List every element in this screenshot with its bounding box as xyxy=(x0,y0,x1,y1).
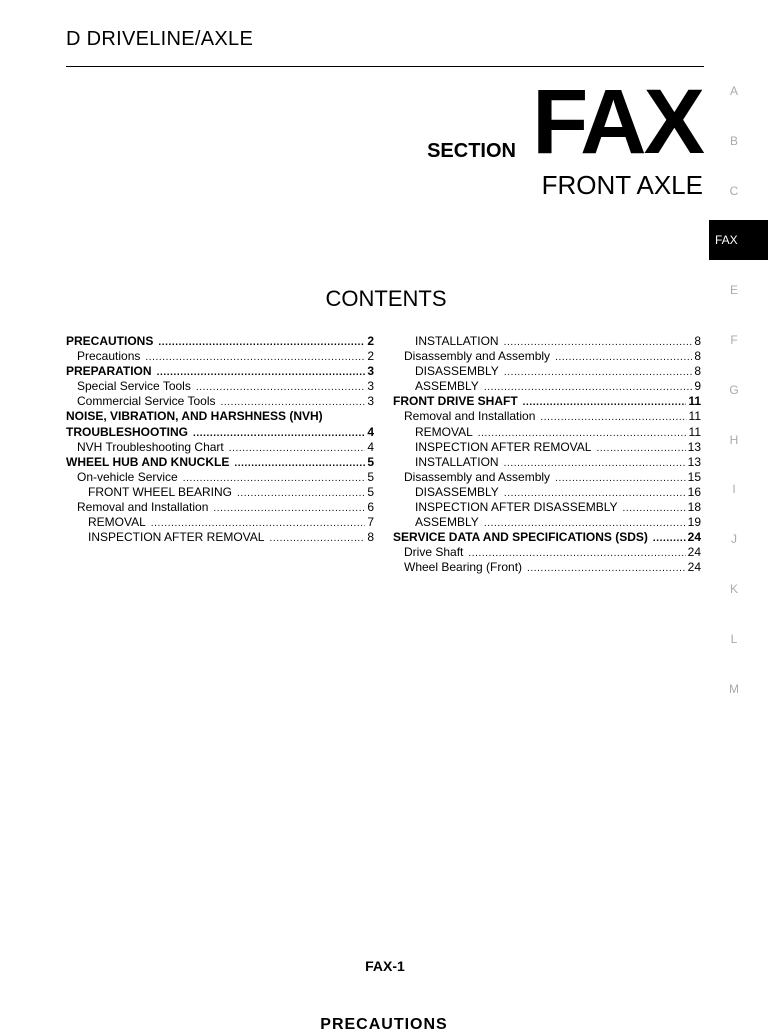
toc-leader-dots xyxy=(540,410,686,425)
toc-leader-dots xyxy=(145,350,365,365)
toc-entry-page: 2 xyxy=(367,334,374,348)
toc-entry-page: 11 xyxy=(688,394,701,409)
toc-entry[interactable] xyxy=(66,470,374,485)
toc-entry-page: 8 xyxy=(694,364,701,379)
toc-leader-dots xyxy=(234,456,365,471)
tab-b[interactable]: B xyxy=(729,133,738,148)
toc-leader-dots xyxy=(527,561,686,576)
toc-entry[interactable] xyxy=(393,455,701,470)
toc-entry-page: 13 xyxy=(687,454,701,469)
toc-entry-title: Drive Shaft xyxy=(404,545,464,560)
toc-entry-page: 15 xyxy=(687,469,701,484)
toc-entry-page: 3 xyxy=(367,379,374,394)
toc-entry-title: INSTALLATION xyxy=(415,334,499,348)
toc-entry-page: 8 xyxy=(367,530,374,545)
toc-entry[interactable] xyxy=(66,349,374,364)
toc-left-column xyxy=(66,334,374,545)
toc-entry-page: 7 xyxy=(367,515,374,530)
toc-leader-dots xyxy=(623,501,686,516)
header-divider xyxy=(66,66,704,67)
toc-entry-page: 24 xyxy=(687,545,701,560)
toc-entry[interactable] xyxy=(66,334,374,349)
toc-entry[interactable] xyxy=(393,545,701,560)
toc-entry-title: NOISE, VIBRATION, AND HARSHNESS (NVH) xyxy=(66,409,323,424)
toc-leader-dots xyxy=(237,486,365,501)
section-code: FAX xyxy=(532,71,702,173)
toc-leader-dots xyxy=(596,441,685,456)
toc-leader-dots xyxy=(213,501,365,516)
toc-entry[interactable] xyxy=(393,409,701,424)
toc-entry[interactable] xyxy=(66,530,374,545)
toc-entry[interactable] xyxy=(393,530,701,545)
toc-entry-title: On-vehicle Service xyxy=(77,469,178,484)
toc-entry-page: 18 xyxy=(687,500,701,515)
toc-leader-dots xyxy=(653,531,686,546)
toc-entry[interactable] xyxy=(66,455,374,470)
toc-entry-page: 4 xyxy=(367,439,374,454)
toc-entry[interactable] xyxy=(393,485,701,500)
toc-entry[interactable] xyxy=(66,425,374,440)
toc-entry-page: 16 xyxy=(687,484,701,499)
toc-entry-title: ASSEMBLY xyxy=(415,379,479,394)
toc-entry-title: Removal and Installation xyxy=(404,409,536,424)
toc-entry[interactable] xyxy=(393,560,701,575)
toc-leader-dots xyxy=(193,426,365,441)
toc-leader-dots xyxy=(221,395,366,410)
toc-entry-title: INSTALLATION xyxy=(415,454,499,469)
tab-l[interactable]: L xyxy=(730,631,738,646)
toc-leader-dots xyxy=(504,486,686,501)
toc-entry-title: PREPARATION xyxy=(66,364,152,379)
toc-entry-page: 4 xyxy=(367,424,374,439)
toc-leader-dots xyxy=(484,380,693,395)
toc-entry[interactable] xyxy=(66,364,374,379)
toc-entry-title: FRONT DRIVE SHAFT xyxy=(393,394,518,409)
toc-leader-dots xyxy=(468,546,685,561)
toc-leader-dots xyxy=(523,395,687,410)
toc-entry-title: INSPECTION AFTER REMOVAL xyxy=(415,439,592,454)
tab-a[interactable]: A xyxy=(729,84,738,98)
toc-entry[interactable] xyxy=(66,379,374,394)
contents-heading: CONTENTS xyxy=(325,286,447,311)
toc-entry[interactable] xyxy=(66,500,374,515)
toc-entry-title: INSPECTION AFTER REMOVAL xyxy=(88,530,265,545)
toc-leader-dots xyxy=(196,380,365,395)
toc-entry-title: Wheel Bearing (Front) xyxy=(404,560,523,575)
toc-entry-title: SERVICE DATA AND SPECIFICATIONS (SDS) xyxy=(393,530,648,545)
toc-entry-title: Removal and Installation xyxy=(77,500,209,515)
toc-leader-dots xyxy=(478,426,687,441)
toc-entry[interactable] xyxy=(393,394,701,409)
toc-leader-dots xyxy=(504,365,693,380)
toc-entry-title: DISASSEMBLY xyxy=(415,484,499,499)
toc-entry-page: 8 xyxy=(694,334,701,348)
toc-entry-title: Precautions xyxy=(77,349,141,364)
tab-i[interactable]: I xyxy=(732,482,736,497)
tab-k[interactable]: K xyxy=(729,582,738,596)
toc-entry-title: REMOVAL xyxy=(88,515,146,530)
toc-entry-page: 2 xyxy=(367,349,374,364)
toc-leader-dots xyxy=(269,531,365,546)
toc-entry-page: 3 xyxy=(367,364,374,379)
toc-leader-dots xyxy=(555,350,692,365)
toc-entry-title: WHEEL HUB AND KNUCKLE xyxy=(66,454,230,469)
tab-e[interactable]: E xyxy=(729,283,738,298)
toc-entry-title: INSPECTION AFTER DISASSEMBLY xyxy=(415,500,618,515)
toc-entry[interactable] xyxy=(66,394,374,409)
toc-entry-page: 19 xyxy=(687,515,701,530)
tab-f[interactable]: F xyxy=(730,333,738,347)
toc-entry[interactable] xyxy=(393,515,701,530)
toc-entry-page: 24 xyxy=(687,560,701,575)
tab-g[interactable]: G xyxy=(729,382,739,397)
toc-entry-title: Disassembly and Assembly xyxy=(404,349,551,364)
toc-entry-page: 8 xyxy=(694,349,701,364)
toc-entry-page: 5 xyxy=(367,484,374,499)
next-page-heading: PRECAUTIONS xyxy=(320,1016,448,1033)
toc-entry-page: 24 xyxy=(687,530,701,545)
toc-entry[interactable] xyxy=(393,364,701,379)
toc-entry-page: 13 xyxy=(687,439,701,454)
toc-entry-title: DISASSEMBLY xyxy=(415,364,499,379)
toc-entry-page: 3 xyxy=(367,394,374,409)
toc-entry-page: 5 xyxy=(367,469,374,484)
toc-entry[interactable] xyxy=(66,485,374,500)
toc-entry-page: 9 xyxy=(694,379,701,394)
toc-leader-dots xyxy=(504,456,686,471)
toc-entry-title: ASSEMBLY xyxy=(415,515,479,530)
toc-entry[interactable] xyxy=(66,515,374,530)
toc-entry[interactable] xyxy=(393,500,701,515)
toc-entry-page: 6 xyxy=(367,500,374,515)
toc-entry-title: Special Service Tools xyxy=(77,379,191,394)
toc-entry[interactable] xyxy=(393,425,701,440)
toc-entry-page: 5 xyxy=(367,454,374,469)
toc-entry-title: REMOVAL xyxy=(415,424,473,439)
toc-leader-dots xyxy=(229,441,366,456)
toc-entry[interactable] xyxy=(66,440,374,455)
toc-entry[interactable] xyxy=(393,349,701,364)
section-title: FRONT AXLE xyxy=(541,170,703,200)
toc-entry-title: NVH Troubleshooting Chart xyxy=(77,439,224,454)
toc-entry-title: Disassembly and Assembly xyxy=(404,469,551,484)
toc-leader-dots xyxy=(484,516,686,531)
tab-fax[interactable]: FAX xyxy=(709,220,768,260)
toc-entry-title: PRECAUTIONS xyxy=(66,334,154,348)
toc-leader-dots xyxy=(183,471,366,486)
toc-leader-dots xyxy=(555,471,686,486)
toc-entry[interactable] xyxy=(66,409,374,424)
toc-entry-page: 11 xyxy=(688,409,701,424)
toc-leader-dots xyxy=(151,516,366,531)
toc-entry[interactable] xyxy=(393,334,701,349)
tab-j[interactable]: J xyxy=(731,532,737,547)
toc-leader-dots xyxy=(157,365,366,380)
toc-right-column xyxy=(393,334,701,576)
section-label: SECTION xyxy=(427,140,516,162)
document-header: D DRIVELINE/AXLE xyxy=(66,28,254,50)
toc-entry[interactable] xyxy=(393,470,701,485)
toc-entry-title: FRONT WHEEL BEARING xyxy=(88,484,233,499)
toc-entry[interactable] xyxy=(393,379,701,394)
tab-c[interactable]: C xyxy=(729,183,739,198)
page-number: FAX-1 xyxy=(365,958,405,974)
toc-entry[interactable] xyxy=(393,440,701,455)
tab-h[interactable]: H xyxy=(729,432,739,447)
toc-leader-dots xyxy=(504,335,693,350)
toc-leader-dots xyxy=(158,335,365,350)
section-tab-index xyxy=(700,0,768,1024)
toc-entry-title: TROUBLESHOOTING xyxy=(66,424,188,439)
toc-entry-title: Commercial Service Tools xyxy=(77,394,216,409)
toc-entry-page: 11 xyxy=(688,424,701,439)
tab-m[interactable]: M xyxy=(729,681,739,696)
